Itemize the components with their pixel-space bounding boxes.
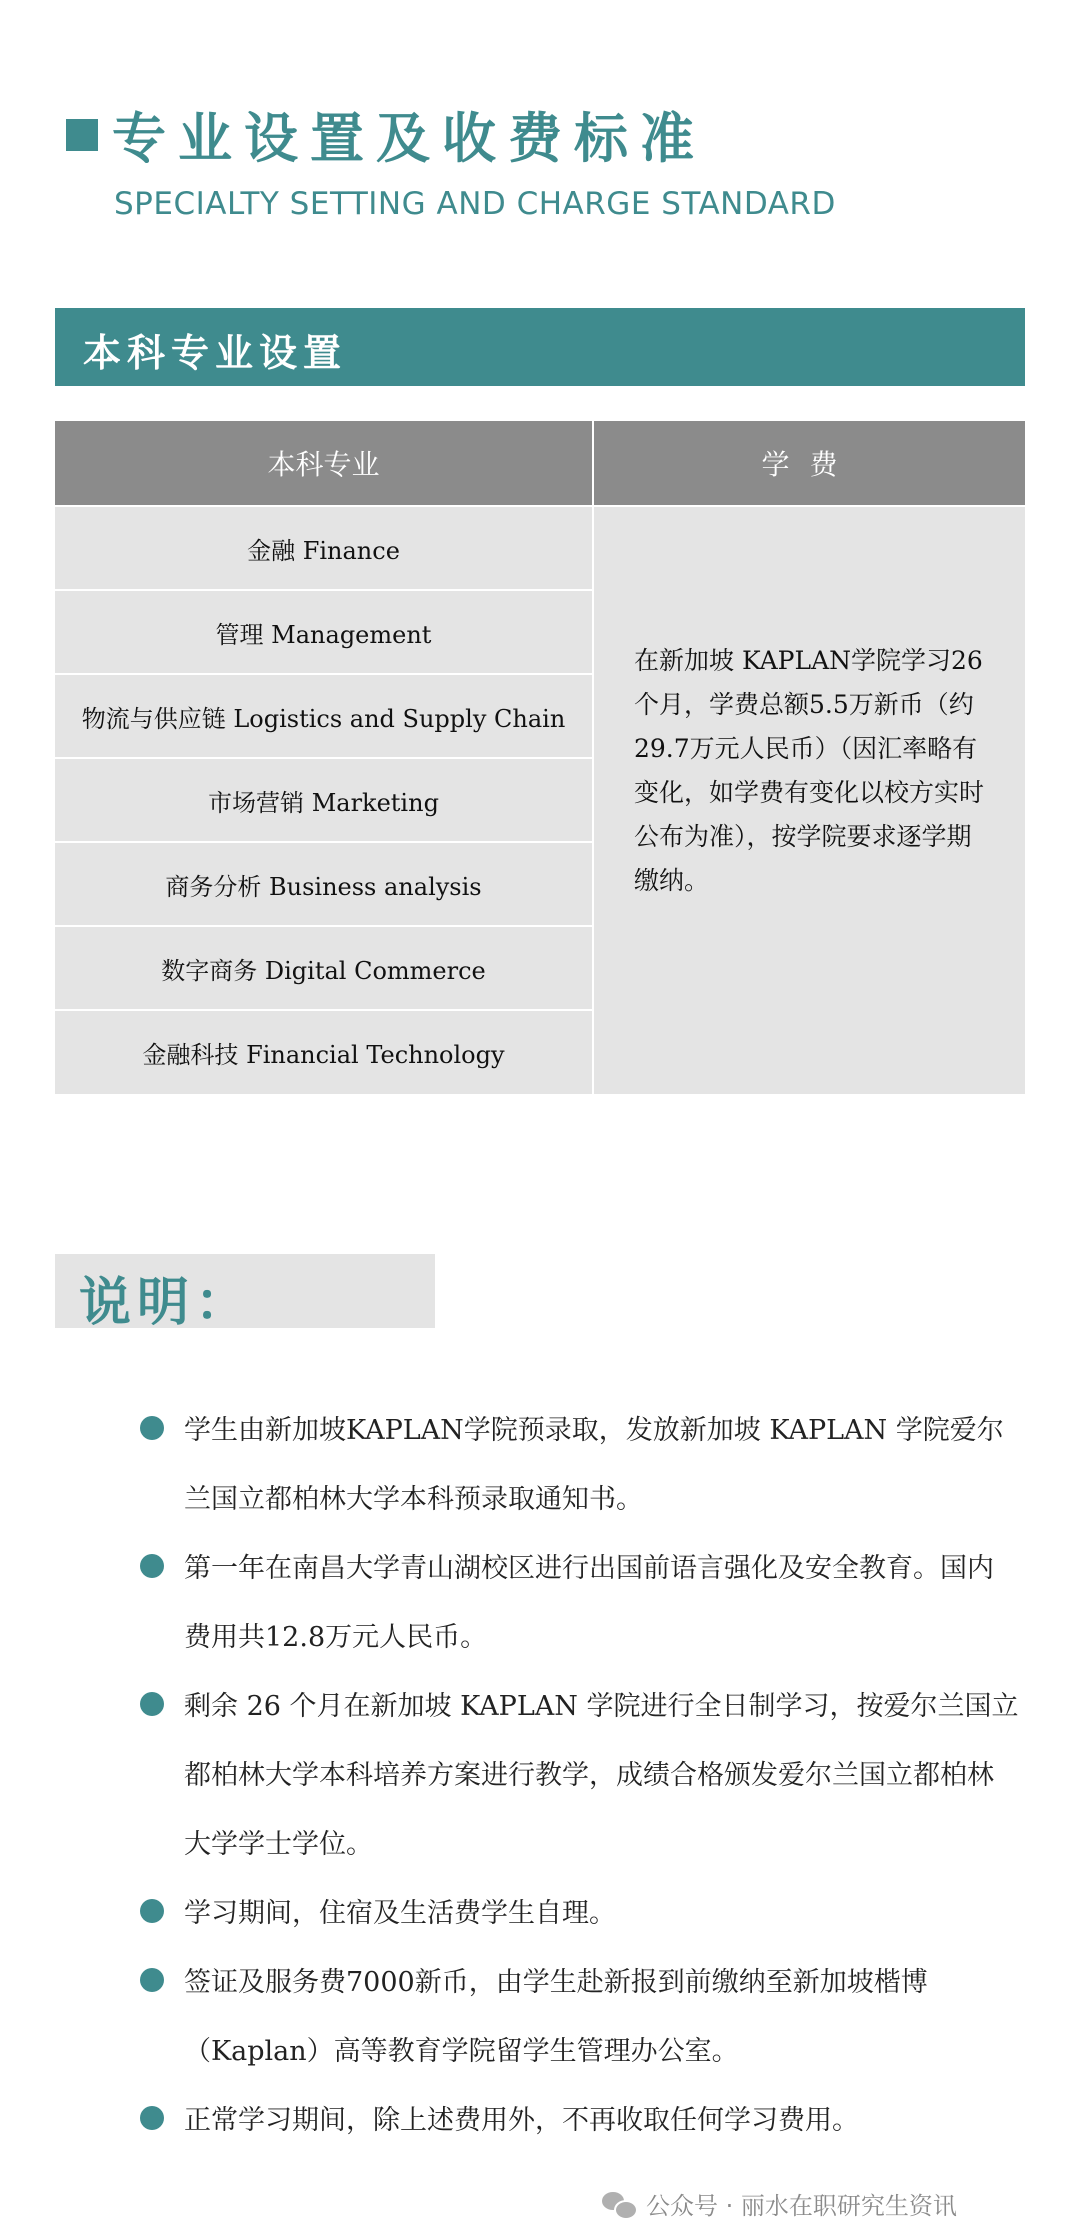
table-header-major: 本科专业	[55, 421, 592, 505]
bullet-icon	[140, 1968, 164, 1992]
bullet-icon	[140, 1554, 164, 1578]
fee-text: 在新加坡 KAPLAN学院学习26个月，学费总额5.5万新币（约 29.7万元人民币）（因汇率略有变化，如学费有变化以校方实时公布为准），按学院要求逐学期缴纳。	[634, 646, 985, 895]
section-title: 本科专业设置	[83, 330, 348, 375]
title-row	[66, 96, 706, 173]
table-header-fee: 学费	[594, 421, 1025, 505]
notes-title-box	[55, 1254, 435, 1333]
title-square-icon	[66, 119, 98, 151]
footer	[602, 2186, 957, 2221]
table-row: 管理 Management	[55, 591, 592, 673]
list-item	[140, 1672, 1020, 1879]
page-title: 专业设置及收费标准	[112, 106, 706, 170]
page-subtitle: SPECIALTY SETTING AND CHARGE STANDARD	[114, 186, 836, 222]
list-item-text: 第一年在南昌大学青山湖校区进行出国前语言强化及安全教育。国内费用共12.8万元人民币。	[184, 1553, 994, 1653]
list-item-text: 剩余 26 个月在新加坡 KAPLAN 学院进行全日制学习，按爱尔兰国立都柏林大学本科培养方案进行教学，成绩合格颁发爱尔兰国立都柏林大学学士学位。	[184, 1691, 1019, 1860]
list-item	[140, 1396, 1020, 1534]
list-item-text: 签证及服务费7000新币，由学生赴新报到前缴纳至新加坡楷博（Kaplan）高等教育学院留学生管理办公室。	[184, 1967, 928, 2067]
footer-text: 公众号 · 丽水在职研究生资讯	[646, 2192, 957, 2220]
list-item	[140, 1534, 1020, 1672]
wechat-icon	[602, 2190, 636, 2218]
table-row: 物流与供应链 Logistics and Supply Chain	[55, 675, 592, 757]
table-row: 商务分析 Business analysis	[55, 843, 592, 925]
bullet-icon	[140, 1416, 164, 1440]
table-row: 金融 Finance	[55, 507, 592, 589]
list-item-text: 学习期间，住宿及生活费学生自理。	[184, 1898, 616, 1929]
list-item	[140, 1948, 1020, 2086]
table-row: 金融科技 Financial Technology	[55, 1011, 592, 1094]
list-item	[140, 2086, 1020, 2155]
table-row: 数字商务 Digital Commerce	[55, 927, 592, 1009]
section-band	[55, 308, 1025, 386]
fee-table	[55, 421, 1025, 1094]
list-item	[140, 1879, 1020, 1948]
notes-title: 说明：	[79, 1272, 254, 1333]
bullet-icon	[140, 2106, 164, 2130]
bullet-icon	[140, 1692, 164, 1716]
list-item-text: 学生由新加坡KAPLAN学院预录取，发放新加坡 KAPLAN 学院爱尔兰国立都柏林大学本科预录取通知书。	[184, 1415, 1004, 1515]
bullet-icon	[140, 1899, 164, 1923]
fee-cell	[594, 507, 1025, 1094]
table-row: 市场营销 Marketing	[55, 759, 592, 841]
list-item-text: 正常学习期间，除上述费用外，不再收取任何学习费用。	[184, 2105, 859, 2136]
